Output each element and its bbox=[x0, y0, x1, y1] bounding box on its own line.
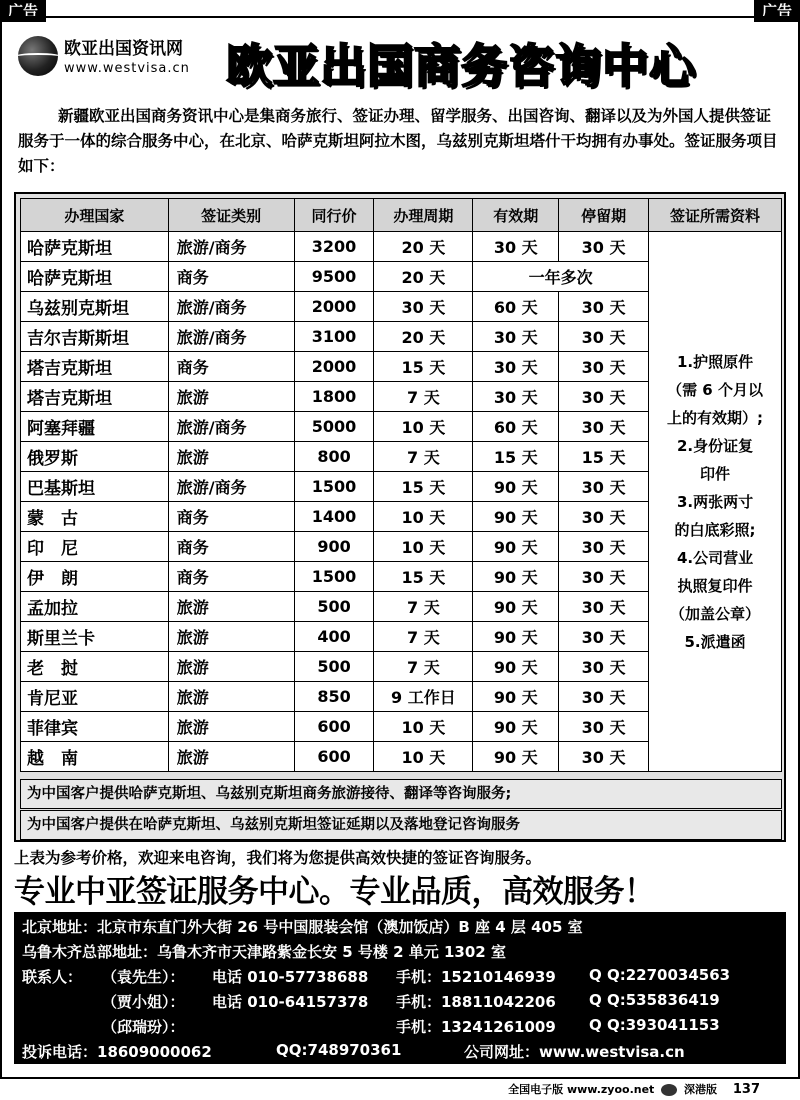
service-note-1: 为中国客户提供哈萨克斯坦、乌兹别克斯坦商务旅游接待、翻译等咨询服务; bbox=[20, 779, 782, 809]
required-docs-cell bbox=[649, 232, 782, 772]
cell-country: 阿塞拜疆 bbox=[21, 412, 169, 442]
cell-price: 500 bbox=[294, 592, 374, 622]
cell-visa-type: 商务 bbox=[168, 352, 294, 382]
cell-valid: 90 天 bbox=[473, 532, 559, 562]
cell-period: 7 天 bbox=[374, 652, 473, 682]
cell-valid: 90 天 bbox=[473, 742, 559, 772]
cell-country: 孟加拉 bbox=[21, 592, 169, 622]
cell-stay: 30 天 bbox=[559, 652, 649, 682]
cell-visa-type: 旅游 bbox=[168, 622, 294, 652]
required-doc-line: 上的有效期）; bbox=[667, 408, 763, 427]
cell-valid: 90 天 bbox=[473, 682, 559, 712]
publication-logo-icon bbox=[661, 1084, 677, 1096]
cell-country: 老 挝 bbox=[21, 652, 169, 682]
col-header-price: 同行价 bbox=[294, 199, 374, 232]
price-footnote: 上表为参考价格，欢迎来电咨询，我们将为您提供高效快捷的签证咨询服务。 bbox=[14, 849, 542, 867]
cell-valid: 90 天 bbox=[473, 472, 559, 502]
cell-valid: 30 天 bbox=[473, 382, 559, 412]
page-title: 欧亚出国商务咨询中心 bbox=[226, 39, 696, 93]
globe-icon bbox=[18, 36, 58, 76]
cell-visa-type: 商务 bbox=[168, 502, 294, 532]
cell-price: 1400 bbox=[294, 502, 374, 532]
cell-country: 蒙 古 bbox=[21, 502, 169, 532]
cell-stay: 30 天 bbox=[559, 322, 649, 352]
cell-price: 1500 bbox=[294, 562, 374, 592]
complaint-qq: QQ:748970361 bbox=[276, 1041, 402, 1059]
cell-visa-type: 商务 bbox=[168, 562, 294, 592]
cell-stay: 30 天 bbox=[559, 382, 649, 412]
complaint-phone: 投诉电话：18609000062 bbox=[22, 1043, 212, 1061]
visa-table bbox=[20, 198, 782, 772]
cell-country: 伊 朗 bbox=[21, 562, 169, 592]
cell-price: 1500 bbox=[294, 472, 374, 502]
cell-price: 800 bbox=[294, 442, 374, 472]
cell-price: 1800 bbox=[294, 382, 374, 412]
cell-price: 900 bbox=[294, 532, 374, 562]
required-doc-line: 印件 bbox=[700, 464, 731, 483]
required-doc-line: 2.身份证复 bbox=[676, 436, 754, 455]
cell-price: 850 bbox=[294, 682, 374, 712]
col-header-valid: 有效期 bbox=[473, 199, 559, 232]
cell-visa-type: 旅游 bbox=[168, 682, 294, 712]
cell-valid: 60 天 bbox=[473, 412, 559, 442]
required-doc-line: （加盖公章） bbox=[670, 604, 761, 623]
contact-mobile: 手机：13241261009 bbox=[396, 1018, 556, 1036]
logo-name: 欧亚出国资讯网 bbox=[64, 39, 183, 59]
col-header-type: 签证类别 bbox=[168, 199, 294, 232]
service-note-2: 为中国客户提供在哈萨克斯坦、乌兹别克斯坦签证延期以及落地登记咨询服务 bbox=[20, 810, 782, 840]
logo-url: www.westvisa.cn bbox=[64, 61, 190, 76]
cell-price: 2000 bbox=[294, 352, 374, 382]
cell-period: 20 天 bbox=[374, 322, 473, 352]
cell-country: 吉尔吉斯斯坦 bbox=[21, 322, 169, 352]
cell-country: 肯尼亚 bbox=[21, 682, 169, 712]
cell-valid: 30 天 bbox=[473, 322, 559, 352]
cell-period: 10 天 bbox=[374, 502, 473, 532]
cell-visa-type: 商务 bbox=[168, 262, 294, 292]
urumqi-address: 乌鲁木齐总部地址：乌鲁木齐市天津路紫金长安 5 号楼 2 单元 1302 室 bbox=[22, 943, 506, 961]
cell-period: 7 天 bbox=[374, 592, 473, 622]
cell-period: 15 天 bbox=[374, 562, 473, 592]
contact-qq: Q Q:535836419 bbox=[589, 991, 720, 1009]
cell-visa-type: 旅游/商务 bbox=[168, 472, 294, 502]
cell-price: 9500 bbox=[294, 262, 374, 292]
cell-period: 10 天 bbox=[374, 412, 473, 442]
required-doc-line: 3.两张两寸 bbox=[676, 492, 754, 511]
cell-country: 巴基斯坦 bbox=[21, 472, 169, 502]
contact-qq: Q Q:393041153 bbox=[589, 1016, 720, 1034]
cell-price: 3200 bbox=[294, 232, 374, 262]
visa-table-frame bbox=[14, 192, 786, 842]
cell-period: 20 天 bbox=[374, 232, 473, 262]
cell-stay: 30 天 bbox=[559, 232, 649, 262]
cell-visa-type: 旅游/商务 bbox=[168, 412, 294, 442]
page-number: 137 bbox=[732, 1082, 760, 1097]
cell-visa-type: 旅游 bbox=[168, 712, 294, 742]
cell-country: 乌兹别克斯坦 bbox=[21, 292, 169, 322]
cell-country: 菲律宾 bbox=[21, 712, 169, 742]
cell-stay: 30 天 bbox=[559, 472, 649, 502]
cell-valid: 15 天 bbox=[473, 442, 559, 472]
cell-valid: 90 天 bbox=[473, 562, 559, 592]
cell-visa-type: 旅游 bbox=[168, 742, 294, 772]
required-doc-line: 4.公司营业 bbox=[676, 548, 754, 567]
cell-valid: 90 天 bbox=[473, 592, 559, 622]
contact-phone: 电话 010-64157378 bbox=[212, 993, 369, 1011]
contacts-label: 联系人： bbox=[22, 968, 83, 986]
cell-visa-type: 旅游 bbox=[168, 442, 294, 472]
cell-price: 600 bbox=[294, 742, 374, 772]
intro-paragraph: 新疆欧亚出国商务资讯中心是集商务旅行、签证办理、留学服务、出国咨询、翻译以及为外国人提供签证服务于一体的综合服务中心，在北京、哈萨克斯坦阿拉木图，乌兹别克斯坦塔什干均拥有办事处。签证服务项目如下： bbox=[18, 107, 778, 175]
cell-price: 600 bbox=[294, 712, 374, 742]
page-footer bbox=[508, 1081, 760, 1097]
cell-stay: 30 天 bbox=[559, 412, 649, 442]
required-doc-line: 执照复印件 bbox=[677, 576, 753, 595]
required-doc-line: 的白底彩照; bbox=[674, 520, 756, 539]
ad-tag-left: 广告 bbox=[0, 0, 46, 22]
cell-period: 30 天 bbox=[374, 292, 473, 322]
cell-stay: 30 天 bbox=[559, 502, 649, 532]
company-website[interactable]: 公司网址：www.westvisa.cn bbox=[464, 1043, 685, 1061]
table-row bbox=[21, 232, 782, 262]
logo bbox=[18, 30, 223, 96]
cell-valid: 60 天 bbox=[473, 292, 559, 322]
contact-mobile: 手机：15210146939 bbox=[396, 968, 556, 986]
cell-period: 15 天 bbox=[374, 472, 473, 502]
cell-country: 越 南 bbox=[21, 742, 169, 772]
ad-tag-right: 广告 bbox=[754, 0, 800, 22]
cell-stay: 30 天 bbox=[559, 742, 649, 772]
intro-text bbox=[18, 104, 786, 179]
cell-valid: 90 天 bbox=[473, 622, 559, 652]
cell-valid: 90 天 bbox=[473, 502, 559, 532]
cell-visa-type: 旅游 bbox=[168, 382, 294, 412]
cell-stay: 30 天 bbox=[559, 292, 649, 322]
cell-visa-type: 旅游/商务 bbox=[168, 232, 294, 262]
cell-period: 10 天 bbox=[374, 742, 473, 772]
cell-visa-type: 商务 bbox=[168, 532, 294, 562]
cell-period: 10 天 bbox=[374, 532, 473, 562]
cell-price: 3100 bbox=[294, 322, 374, 352]
col-header-stay: 停留期 bbox=[559, 199, 649, 232]
cell-valid: 30 天 bbox=[473, 352, 559, 382]
cell-stay: 30 天 bbox=[559, 562, 649, 592]
cell-country: 哈萨克斯坦 bbox=[21, 262, 169, 292]
cell-stay: 30 天 bbox=[559, 712, 649, 742]
cell-period: 20 天 bbox=[374, 262, 473, 292]
required-doc-line: 5.派遣函 bbox=[684, 632, 746, 651]
required-doc-line: （需 6 个月以 bbox=[667, 380, 763, 399]
beijing-address: 北京地址：北京市东直门外大街 26 号中国服装会馆（澳加饭店）B 座 4 层 405 室 bbox=[22, 918, 583, 936]
footer-edition: 深港版 bbox=[684, 1083, 718, 1096]
table-header-row bbox=[21, 199, 782, 232]
col-header-docs: 签证所需资料 bbox=[649, 199, 782, 232]
cell-price: 400 bbox=[294, 622, 374, 652]
header bbox=[14, 22, 784, 100]
cell-period: 7 天 bbox=[374, 382, 473, 412]
cell-valid: 30 天 bbox=[473, 232, 559, 262]
cell-country: 塔吉克斯坦 bbox=[21, 352, 169, 382]
contact-block bbox=[14, 912, 786, 1064]
col-header-country: 办理国家 bbox=[21, 199, 169, 232]
cell-price: 2000 bbox=[294, 292, 374, 322]
footer-site[interactable]: 全国电子版 www.zyoo.net bbox=[508, 1083, 655, 1096]
cell-country: 印 尼 bbox=[21, 532, 169, 562]
cell-stay: 30 天 bbox=[559, 352, 649, 382]
cell-period: 7 天 bbox=[374, 442, 473, 472]
required-doc-line: 1.护照原件 bbox=[676, 352, 754, 371]
cell-period: 10 天 bbox=[374, 712, 473, 742]
slogan: 专业中亚签证服务中心。专业品质，高效服务！ bbox=[14, 874, 655, 910]
cell-valid: 90 天 bbox=[473, 712, 559, 742]
cell-price: 500 bbox=[294, 652, 374, 682]
cell-stay: 15 天 bbox=[559, 442, 649, 472]
contact-phone: 电话 010-57738688 bbox=[212, 968, 369, 986]
cell-country: 哈萨克斯坦 bbox=[21, 232, 169, 262]
contact-name: （袁先生）： bbox=[102, 968, 185, 986]
contact-name: （邱瑞玢）： bbox=[102, 1018, 185, 1036]
cell-stay: 30 天 bbox=[559, 592, 649, 622]
contact-mobile: 手机：18811042206 bbox=[396, 993, 556, 1011]
cell-price: 5000 bbox=[294, 412, 374, 442]
cell-period: 7 天 bbox=[374, 622, 473, 652]
cell-period: 15 天 bbox=[374, 352, 473, 382]
cell-visa-type: 旅游 bbox=[168, 652, 294, 682]
cell-valid: 90 天 bbox=[473, 652, 559, 682]
cell-period: 9 工作日 bbox=[374, 682, 473, 712]
cell-stay: 30 天 bbox=[559, 622, 649, 652]
cell-country: 塔吉克斯坦 bbox=[21, 382, 169, 412]
cell-visa-type: 旅游/商务 bbox=[168, 322, 294, 352]
cell-country: 俄罗斯 bbox=[21, 442, 169, 472]
cell-valid-stay: 一年多次 bbox=[473, 262, 649, 292]
cell-stay: 30 天 bbox=[559, 682, 649, 712]
cell-stay: 30 天 bbox=[559, 532, 649, 562]
cell-visa-type: 旅游/商务 bbox=[168, 292, 294, 322]
contact-qq: Q Q:2270034563 bbox=[589, 966, 731, 984]
col-header-period: 办理周期 bbox=[374, 199, 473, 232]
cell-country: 斯里兰卡 bbox=[21, 622, 169, 652]
contact-name: （贾小姐）： bbox=[102, 993, 185, 1011]
cell-visa-type: 旅游 bbox=[168, 592, 294, 622]
